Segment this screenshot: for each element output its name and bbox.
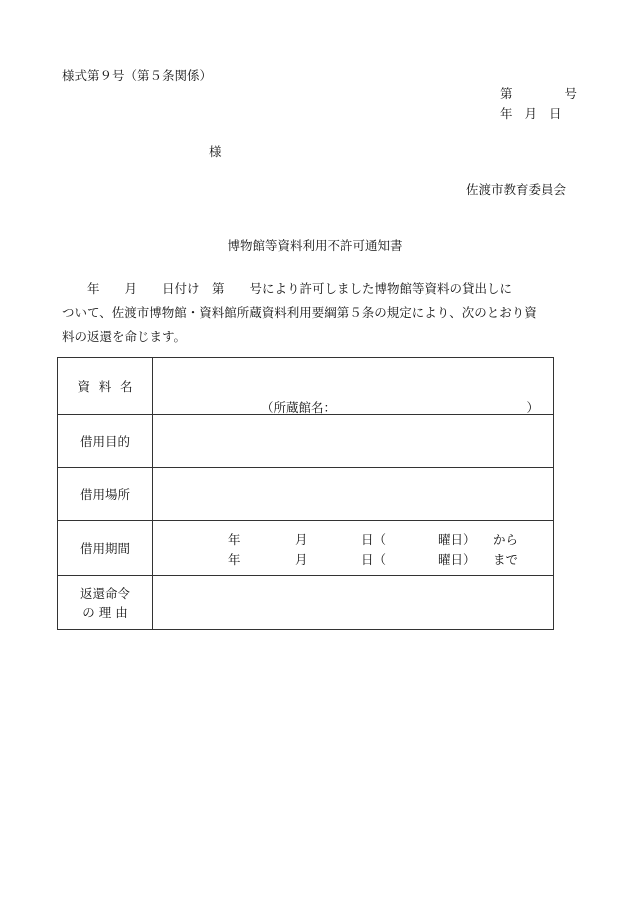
body-line: ついて、佐渡市博物館・資料館所蔵資料利用要綱第５条の規定により、次のとおり資 [62,305,537,320]
period-cell [153,521,554,576]
museum-name-close: ） [526,400,539,415]
addressee: 様 [209,144,222,159]
period-weekday: 曜日） [438,552,476,567]
date-month: 月 [524,106,538,121]
period-from: から [493,532,519,547]
purpose-label: 借用目的 [58,415,153,468]
table-row [58,521,554,576]
period-month: 月 [295,552,308,567]
period-year: 年 [228,552,241,567]
period-end-line [153,550,553,566]
period-label: 借用期間 [58,521,153,576]
body-line: 料の返還を命じます。 [62,329,187,344]
purpose-cell [153,415,554,468]
period-start-line [153,530,553,546]
body-line: 年 月 日付け 第 号により許可しました博物館等資料の貸出しに [62,281,513,296]
period-until: まで [493,552,519,567]
number-dai: 第 [500,86,513,101]
document-number-line [500,84,577,102]
material-name-label: 資料名 [58,358,153,415]
table-row [58,468,554,521]
period-month: 月 [295,532,308,547]
period-day: 日（ [361,552,387,567]
form-number: 様式第９号（第５条関係） [62,68,213,83]
table-row [58,576,554,630]
place-label: 借用場所 [58,468,153,521]
period-year: 年 [228,532,241,547]
table-row [58,415,554,468]
loan-info-table [57,357,554,630]
period-weekday: 曜日） [438,532,476,547]
issuer: 佐渡市教育委員会 [465,182,566,197]
museum-name-open: （所蔵館名： [261,400,337,415]
place-cell [153,468,554,521]
body-text [62,277,572,349]
table-row [58,358,554,415]
document-title: 博物館等資料利用不許可通知書 [227,238,403,253]
return-reason-label: 返還命令 の 理 由 [58,576,153,630]
issue-date-line [500,104,562,122]
material-name-cell [153,358,554,415]
date-year: 年 [500,106,513,121]
period-day: 日（ [361,532,387,547]
date-day: 日 [549,106,562,121]
return-reason-cell [153,576,554,630]
number-gou: 号 [564,86,578,101]
